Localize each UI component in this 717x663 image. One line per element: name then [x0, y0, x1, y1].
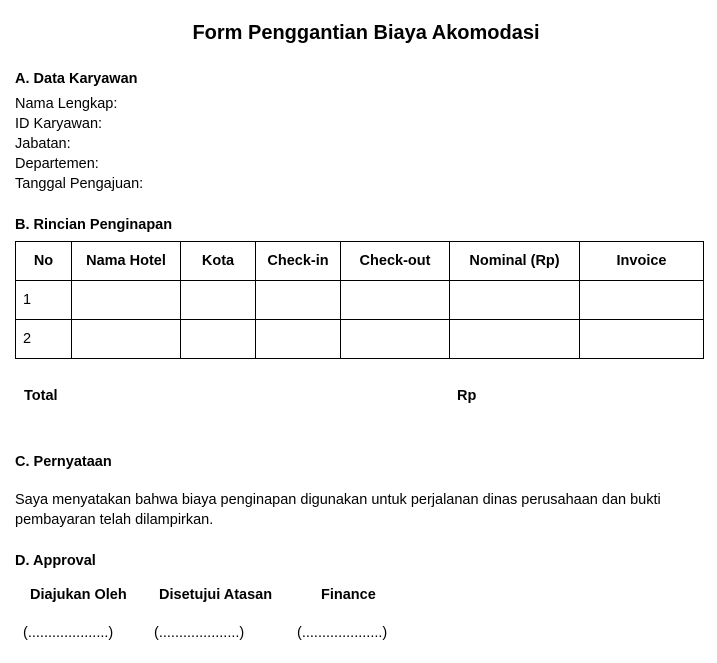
city-cell[interactable] — [181, 320, 256, 359]
section-b-heading: B. Rincian Penginapan — [15, 217, 173, 233]
nominal-cell[interactable] — [450, 281, 580, 320]
total-currency: Rp — [457, 388, 477, 404]
table-row — [16, 281, 704, 320]
city-cell[interactable] — [181, 281, 256, 320]
signature-line-atasan: (....................) — [154, 625, 245, 641]
accommodation-table — [15, 241, 704, 359]
row-number-cell: 2 — [16, 320, 72, 359]
table-row — [16, 320, 704, 359]
field-tanggal-pengajuan: Tanggal Pengajuan: — [15, 176, 144, 192]
table-header-row — [16, 242, 704, 281]
check-in-cell[interactable] — [256, 281, 341, 320]
check-out-cell[interactable] — [341, 281, 450, 320]
approver-label-atasan: Disetujui Atasan — [159, 587, 273, 603]
hotel-name-cell[interactable] — [72, 281, 181, 320]
column-header-nominal: Nominal (Rp) — [450, 242, 580, 281]
section-c-heading: C. Pernyataan — [15, 454, 112, 470]
column-header-kota: Kota — [181, 242, 256, 281]
section-a-heading: A. Data Karyawan — [15, 71, 138, 87]
check-out-cell[interactable] — [341, 320, 450, 359]
column-header-invoice: Invoice — [580, 242, 704, 281]
approver-label-finance: Finance — [321, 587, 376, 603]
column-header-check-in: Check-in — [256, 242, 341, 281]
row-number-cell: 1 — [16, 281, 72, 320]
approver-label-diajukan: Diajukan Oleh — [30, 587, 127, 603]
invoice-cell[interactable] — [580, 281, 704, 320]
column-header-nama-hotel: Nama Hotel — [72, 242, 181, 281]
form-title: Form Penggantian Biaya Akomodasi — [192, 22, 540, 44]
nominal-cell[interactable] — [450, 320, 580, 359]
column-header-check-out: Check-out — [341, 242, 450, 281]
field-departemen: Departemen: — [15, 156, 99, 172]
field-jabatan: Jabatan: — [15, 136, 71, 152]
signature-line-finance: (....................) — [297, 625, 388, 641]
invoice-cell[interactable] — [580, 320, 704, 359]
column-header-no: No — [16, 242, 72, 281]
statement-text: Saya menyatakan bahwa biaya penginapan digunakan untuk perjalanan dinas perusahaan dan bukti pembayaran telah dilampirkan. — [15, 492, 661, 528]
check-in-cell[interactable] — [256, 320, 341, 359]
section-d-heading: D. Approval — [15, 553, 96, 569]
field-id-karyawan: ID Karyawan: — [15, 116, 103, 132]
hotel-name-cell[interactable] — [72, 320, 181, 359]
signature-line-diajukan: (....................) — [23, 625, 114, 641]
total-label: Total — [24, 388, 58, 404]
field-nama-lengkap: Nama Lengkap: — [15, 96, 118, 112]
